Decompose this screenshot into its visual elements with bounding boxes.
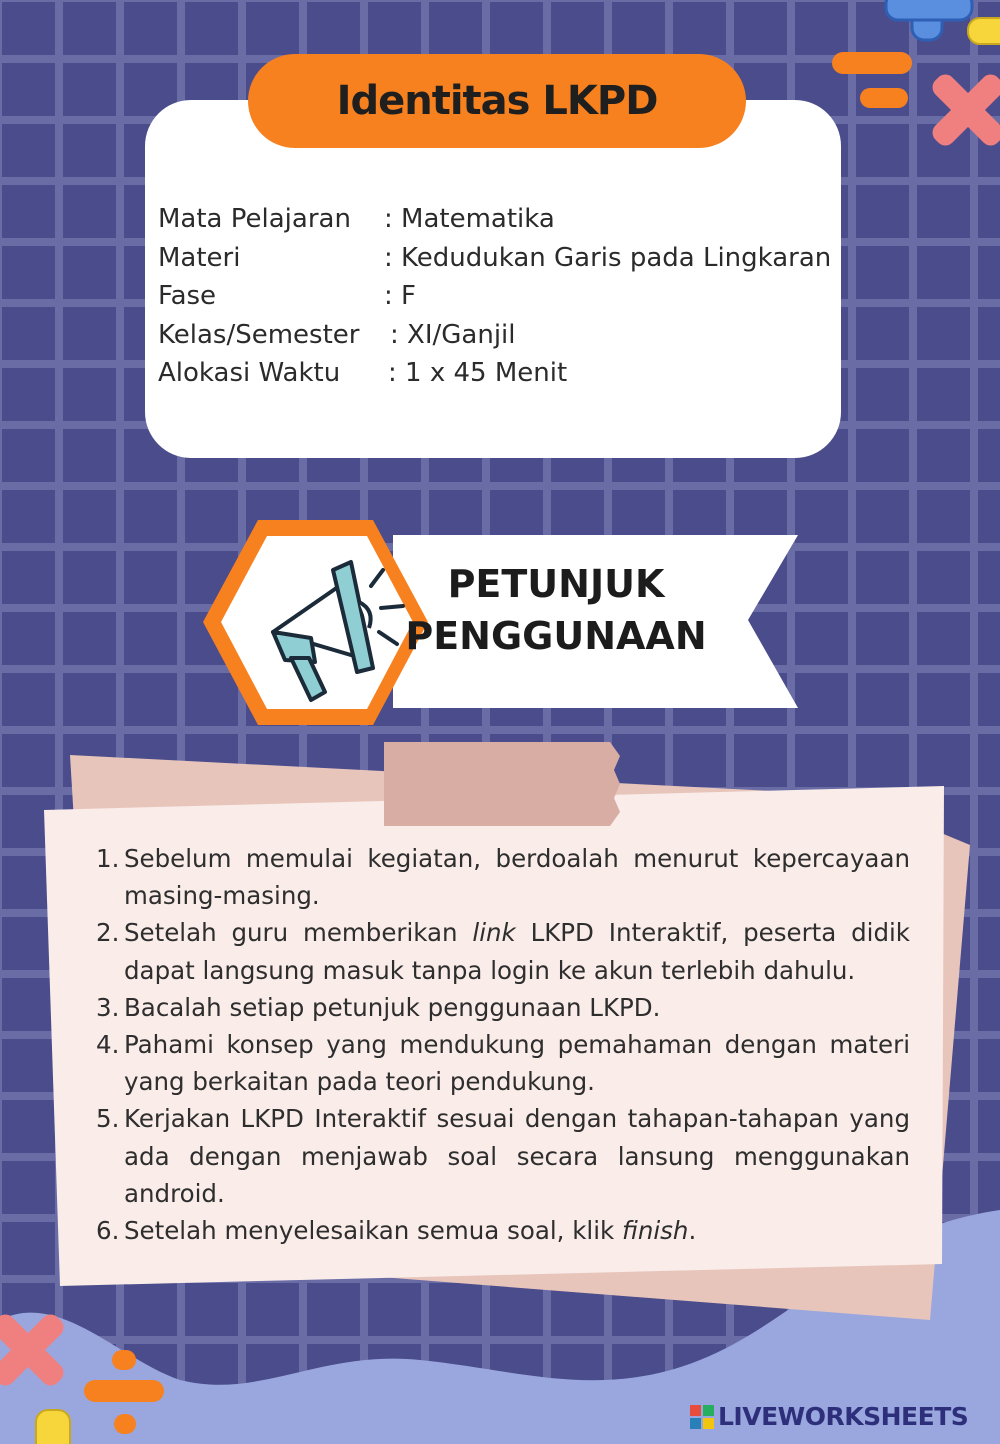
- item-text: Sebelum memulai kegiatan, berdoalah menurut kepercayaan masing-masing.: [124, 844, 910, 911]
- item-number: 6.: [96, 1216, 120, 1246]
- instruction-item: [96, 1100, 910, 1212]
- instruction-item: [96, 1212, 910, 1249]
- multiply-icon: [906, 48, 1000, 160]
- identity-key: Mata Pelajaran: [158, 204, 351, 234]
- item-text: Setelah guru memberikan: [124, 918, 473, 948]
- instruction-item: [96, 1026, 910, 1100]
- math-symbols-bottom-left: [0, 1300, 170, 1444]
- identity-card: [145, 100, 841, 458]
- item-number: 2.: [96, 918, 120, 948]
- instruction-list: [96, 840, 910, 1249]
- identity-value: : XI/Ganjil: [390, 319, 516, 350]
- identity-value: : 1 x 45 Menit: [388, 358, 568, 389]
- identity-key: Fase: [158, 281, 217, 312]
- item-text: Bacalah setiap petunjuk penggunaan LKPD.: [124, 992, 661, 1022]
- liveworksheets-logo: [690, 1402, 968, 1431]
- multiply-icon: [0, 1300, 90, 1412]
- item-number: 4.: [96, 1030, 120, 1060]
- instruction-item: [96, 989, 910, 1026]
- identity-value: : Matematika: [384, 204, 555, 234]
- identity-title-pill: [248, 54, 746, 148]
- item-number: 1.: [96, 844, 120, 873]
- item-text: Setelah menyelesaikan semua soal, klik: [124, 1216, 622, 1246]
- equals-icon: [84, 1380, 164, 1402]
- petunjuk-heading: [386, 558, 726, 662]
- instruction-item: [96, 840, 910, 914]
- logo-grid-icon: [690, 1405, 714, 1429]
- item-text: Pahami konsep yang mendukung pemahaman dengan materi yang berkaitan pada teori pendukung.: [124, 1030, 910, 1097]
- item-emphasis: link: [472, 918, 516, 948]
- item-text: .: [688, 1216, 697, 1246]
- item-emphasis: finish: [622, 1216, 689, 1246]
- plus-icon: [36, 1410, 70, 1444]
- brand-name: LIVEWORKSHEETS: [718, 1402, 969, 1431]
- item-number: 5.: [96, 1104, 120, 1134]
- identity-title: Identitas LKPD: [336, 78, 658, 124]
- heading-line-1: PETUNJUK: [447, 562, 665, 606]
- instruction-item: [96, 914, 910, 988]
- item-text: Kerjakan LKPD Interaktif sesuai dengan tahapan-tahapan yang ada dengan menjawab soal secara lansung menggunakan android.: [124, 1104, 910, 1208]
- heading-line-2: PENGGUNAAN: [405, 614, 707, 658]
- math-symbols-top-right: [820, 0, 1000, 160]
- item-number: 3.: [96, 992, 120, 1022]
- equals-icon: [832, 52, 912, 74]
- tape: [384, 742, 620, 826]
- identity-key: Kelas/Semester: [158, 319, 360, 350]
- identity-key: Materi: [158, 242, 241, 273]
- item-text: LKPD Interaktif, peserta didik dapat langsung masuk tanpa login ke akun terlebih dahulu.: [124, 918, 910, 985]
- identity-value: : F: [384, 281, 416, 312]
- identity-value: : Kedudukan Garis pada Lingkaran: [384, 242, 832, 273]
- identity-key: Alokasi Waktu: [158, 358, 341, 389]
